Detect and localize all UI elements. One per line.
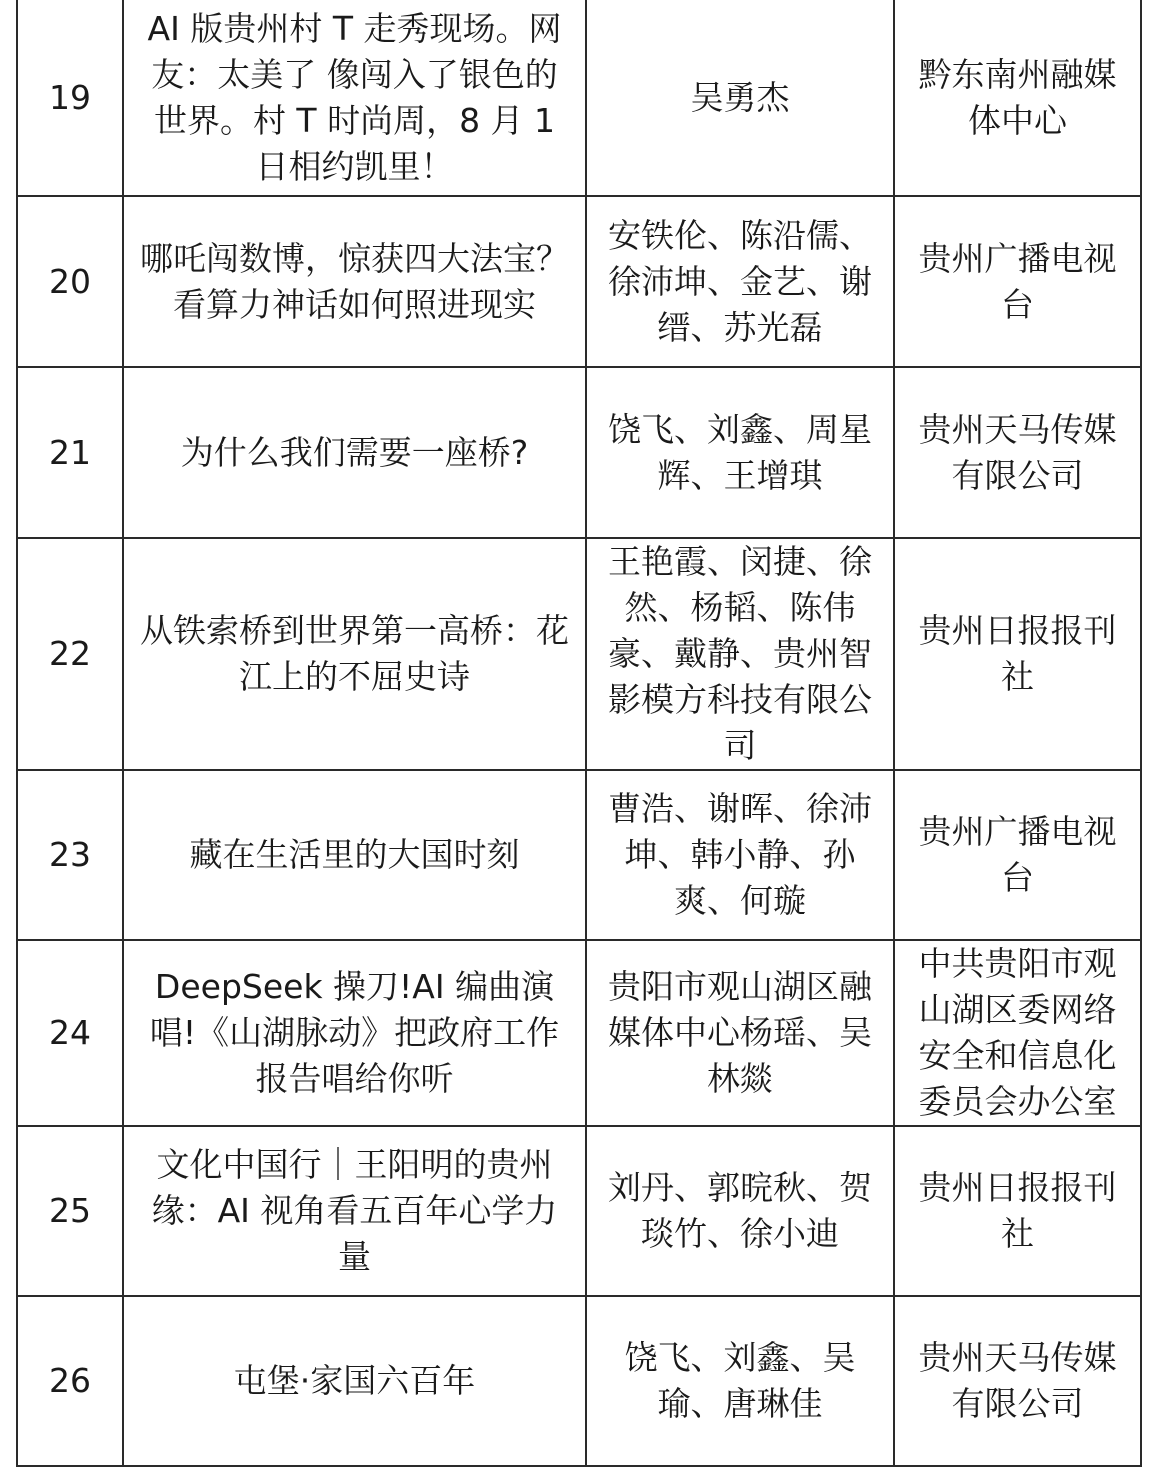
- work-title: 藏在生活里的大国时刻: [123, 770, 586, 940]
- row-number: 23: [17, 770, 123, 940]
- submitting-unit: 贵州广播电视台: [894, 770, 1141, 940]
- table-row: [17, 770, 1141, 940]
- table-row: [17, 196, 1141, 367]
- authors: 曹浩、谢晖、徐沛坤、韩小静、孙爽、何璇: [586, 770, 894, 940]
- authors: 王艳霞、闵捷、徐然、杨韬、陈伟豪、戴静、贵州智影模方科技有限公司: [586, 538, 894, 770]
- row-number: 24: [17, 940, 123, 1126]
- authors: 饶飞、刘鑫、吴瑜、唐琳佳: [586, 1296, 894, 1466]
- submitting-unit: 贵州天马传媒有限公司: [894, 1296, 1141, 1466]
- row-number: 21: [17, 367, 123, 538]
- table-row: [17, 940, 1141, 1126]
- row-number: 19: [17, 0, 123, 196]
- table-row: [17, 0, 1141, 196]
- work-title: 屯堡·家国六百年: [123, 1296, 586, 1466]
- submitting-unit: 贵州日报报刊社: [894, 538, 1141, 770]
- authors: 吴勇杰: [586, 0, 894, 196]
- table-row: [17, 538, 1141, 770]
- work-title: 从铁索桥到世界第一高桥：花江上的不屈史诗: [123, 538, 586, 770]
- table-row: [17, 367, 1141, 538]
- row-number: 20: [17, 196, 123, 367]
- table-row: [17, 1126, 1141, 1296]
- table-row: [17, 1296, 1141, 1466]
- authors: 安铁伦、陈沿儒、徐沛坤、金艺、谢缙、苏光磊: [586, 196, 894, 367]
- submitting-unit: 贵州天马传媒有限公司: [894, 367, 1141, 538]
- work-title: 哪吒闯数博，惊获四大法宝？看算力神话如何照进现实: [123, 196, 586, 367]
- work-title: 为什么我们需要一座桥?: [123, 367, 586, 538]
- awards-table: [16, 0, 1142, 1467]
- row-number: 26: [17, 1296, 123, 1466]
- authors: 饶飞、刘鑫、周星辉、王增琪: [586, 367, 894, 538]
- work-title: AI 版贵州村 T 走秀现场。网友：太美了 像闯入了银色的世界。村 T 时尚周，8 月 1 日相约凯里！: [123, 0, 586, 196]
- authors: 刘丹、郭晥秋、贺琰竹、徐小迪: [586, 1126, 894, 1296]
- submitting-unit: 贵州日报报刊社: [894, 1126, 1141, 1296]
- work-title: DeepSeek 操刀!AI 编曲演唱!《山湖脉动》把政府工作报告唱给你听: [123, 940, 586, 1126]
- row-number: 22: [17, 538, 123, 770]
- submitting-unit: 贵州广播电视台: [894, 196, 1141, 367]
- authors: 贵阳市观山湖区融媒体中心杨瑶、吴林燚: [586, 940, 894, 1126]
- submitting-unit: 黔东南州融媒体中心: [894, 0, 1141, 196]
- row-number: 25: [17, 1126, 123, 1296]
- submitting-unit: 中共贵阳市观山湖区委网络安全和信息化委员会办公室: [894, 940, 1141, 1126]
- work-title: 文化中国行｜王阳明的贵州缘：AI 视角看五百年心学力量: [123, 1126, 586, 1296]
